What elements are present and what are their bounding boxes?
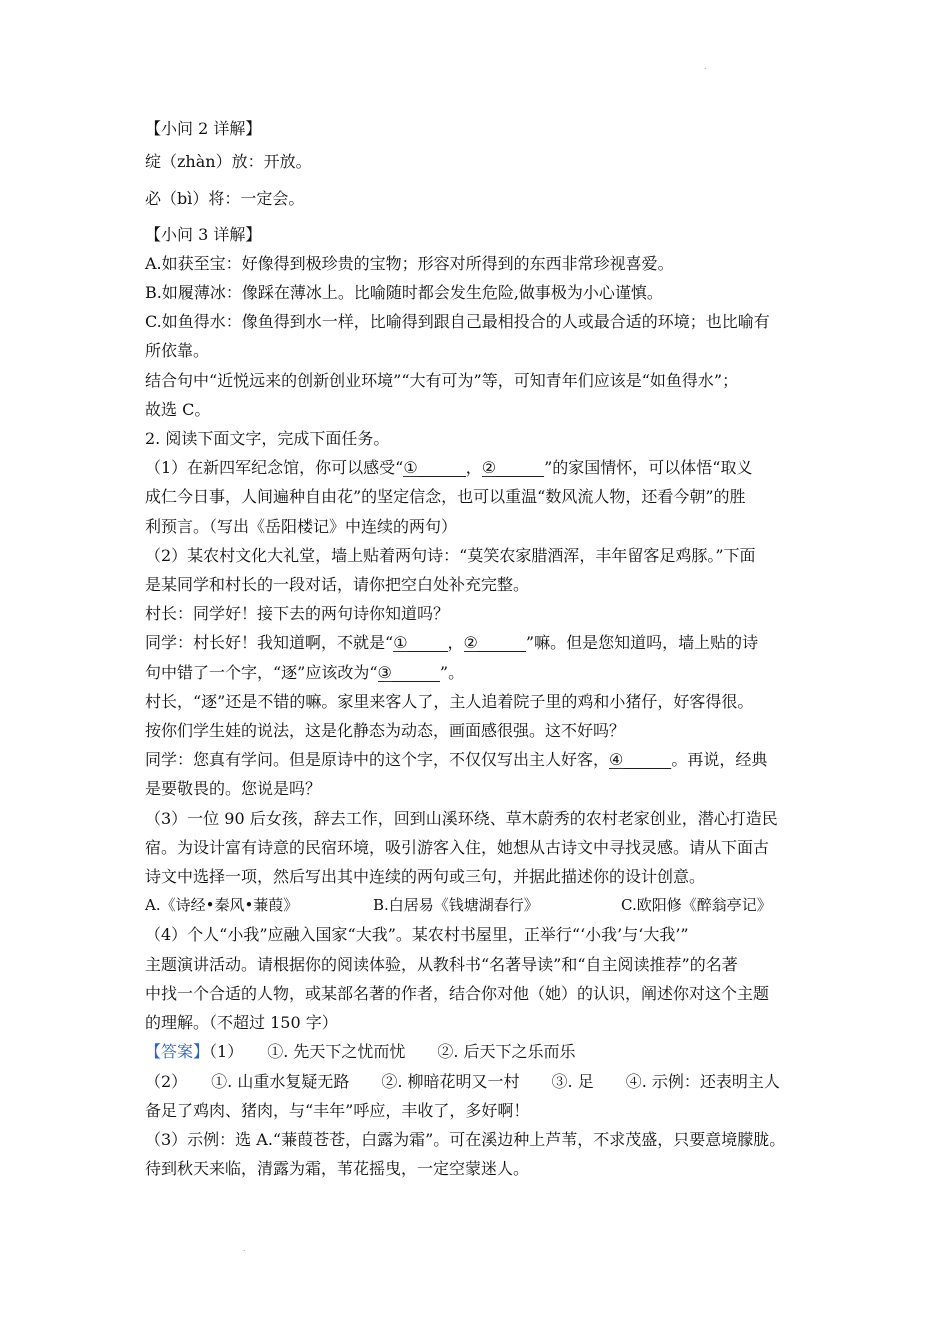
q3-detail-heading: 【小问 3 详解】	[145, 224, 262, 244]
q2-part4-line: 主题演讲活动。请根据你的阅读体验，从教科书“名著导读”和“自主阅读推荐”的名著	[145, 954, 738, 974]
text-span: 。再说，经典	[671, 750, 768, 770]
q2-part4-line: 中找一个合适的人物，或某部名著的作者，结合你对他（她）的认识，阐述你对这个主题	[145, 983, 770, 1003]
page-bottom-mark: .	[243, 1244, 246, 1253]
q3-detail-line: B.如履薄冰：像踩在薄冰上。比喻随时都会发生危险,做事极为小心谨慎。	[145, 283, 663, 303]
blank-2: ②______	[463, 633, 526, 653]
text-span: 同学：村长好！我知道啊，不就是“	[145, 633, 394, 653]
q2-part2-line	[145, 658, 825, 687]
text-span: （1）在新四军纪念馆，你可以感受“	[145, 458, 404, 478]
answer-line	[145, 1037, 825, 1066]
answer-label: 【答案】	[145, 1042, 210, 1062]
option-a: A.《诗经•秦风•蒹葭》	[145, 896, 299, 915]
q2-part2-line	[145, 628, 825, 657]
question2-intro: 2. 阅读下面文字，完成下面任务。	[145, 429, 390, 449]
q3-detail-line: A.如获至宝：好像得到极珍贵的宝物；形容对所得到的东西非常珍视喜爱。	[145, 253, 674, 273]
q2-part2-line: 按你们学生娃的说法，这是化静态为动态，画面感很强。这不好吗？	[145, 721, 626, 741]
answer-1: （1） ①. 先天下之忧而忧 ②. 后天下之乐而乐	[209, 1042, 576, 1062]
q2-part2-line: 村长，“逐”还是不错的嘛。家里来客人了，主人追着院子里的鸡和小猪仔，好客得很。	[145, 691, 754, 711]
q2-part1-line: 成仁今日事，人间遍种自由花”的坚定信念，也可以重温“数风流人物，还看今朝”的胜	[145, 487, 746, 507]
q2-detail-line: 绽（zhàn）放：开放。	[145, 152, 312, 172]
text-span: 同学：您真有学问。但是原诗中的这个字，不仅仅写出主人好客，	[145, 750, 610, 770]
text-span: ”。	[439, 662, 465, 682]
q2-part3-line: （3）一位 90 后女孩，辞去工作，回到山溪环绕、草木蔚秀的农村老家创业，潜心打造民	[145, 808, 778, 828]
q2-part2-line	[145, 745, 825, 774]
text-span: ，	[447, 633, 464, 653]
document-body	[145, 114, 825, 1183]
q3-detail-line: C.如鱼得水：像鱼得到水一样，比喻得到跟自己最相投合的人或最合适的环境；也比喻有	[145, 312, 770, 332]
q2-part2-line: 村长：同学好！接下去的两句诗你知道吗？	[145, 604, 450, 624]
blank-1: ①______	[403, 458, 466, 478]
blank-2: ②______	[481, 458, 545, 478]
answer-2-line: （2） ①. 山重水复疑无路 ②. 柳暗花明又一村 ③. 足 ④. 示例：还表明主人	[145, 1071, 780, 1091]
q3-detail-line: 故选 C。	[145, 399, 211, 419]
q2-part3-line: 诗文中选择一项，然后写出其中连续的两句或三句，并据此描述你的设计创意。	[145, 867, 706, 887]
answer-2-line: 备足了鸡肉、猪肉，与“丰年”呼应，丰收了，多好啊！	[145, 1100, 530, 1120]
option-b: B.白居易《钱塘湖春行》	[373, 896, 539, 915]
q2-part3-line: 宿。为设计富有诗意的民宿环境，吸引游客入住，她想从古诗文中寻找灵感。请从下面古	[145, 837, 770, 857]
text-span: ”的家国情怀，可以体悟“取义	[544, 458, 753, 478]
page-top-mark: .	[704, 62, 707, 71]
answer-3-line: 待到秋天来临，清露为霜，苇花摇曳，一定空蒙迷人。	[145, 1159, 530, 1179]
q2-part2-line: （2）某农村文化大礼堂，墙上贴着两句诗：“莫笑农家腊酒浑，丰年留客足鸡豚。”下面	[145, 545, 756, 565]
q2-detail-heading: 【小问 2 详解】	[145, 119, 262, 138]
q2-part4-line: 的理解。（不超过 150 字）	[145, 1013, 338, 1033]
text-span: ”嘛。但是您知道吗，墙上贴的诗	[525, 633, 759, 653]
q2-part2-line: 是要敬畏的。您说是吗？	[145, 779, 322, 799]
blank-4: ④______	[609, 750, 672, 770]
blank-3: ③______	[377, 662, 440, 682]
option-c: C.欧阳修《醉翁亭记》	[621, 896, 772, 915]
q2-part1-line	[145, 453, 825, 482]
q3-detail-line: 结合句中“近悦远来的创新创业环境”“大有可为”等，可知青年们应该是“如鱼得水”；	[145, 370, 739, 390]
text-span: ，	[465, 458, 482, 478]
q2-part2-line: 是某同学和村长的一段对话，请你把空白处补充完整。	[145, 575, 530, 595]
q2-part4-line: （4）个人“小我”应融入国家“大我”。某农村书屋里，正举行“‘小我’与‘大我’”	[145, 925, 689, 945]
q2-part3-options	[145, 891, 825, 920]
q3-detail-line: 所依靠。	[145, 341, 210, 361]
q2-part1-line: 利预言。（写出《岳阳楼记》中连续的两句）	[145, 516, 458, 536]
blank-1: ①_____	[393, 633, 448, 653]
answer-3-line: （3）示例：选 A.“蒹葭苍苍，白露为霜”。可在溪边种上芦苇，不求茂盛，只要意境朦胧。	[145, 1129, 786, 1149]
text-span: 句中错了一个字，“逐”应该改为“	[145, 662, 378, 682]
q2-detail-line: 必（bì）将：一定会。	[145, 189, 305, 209]
